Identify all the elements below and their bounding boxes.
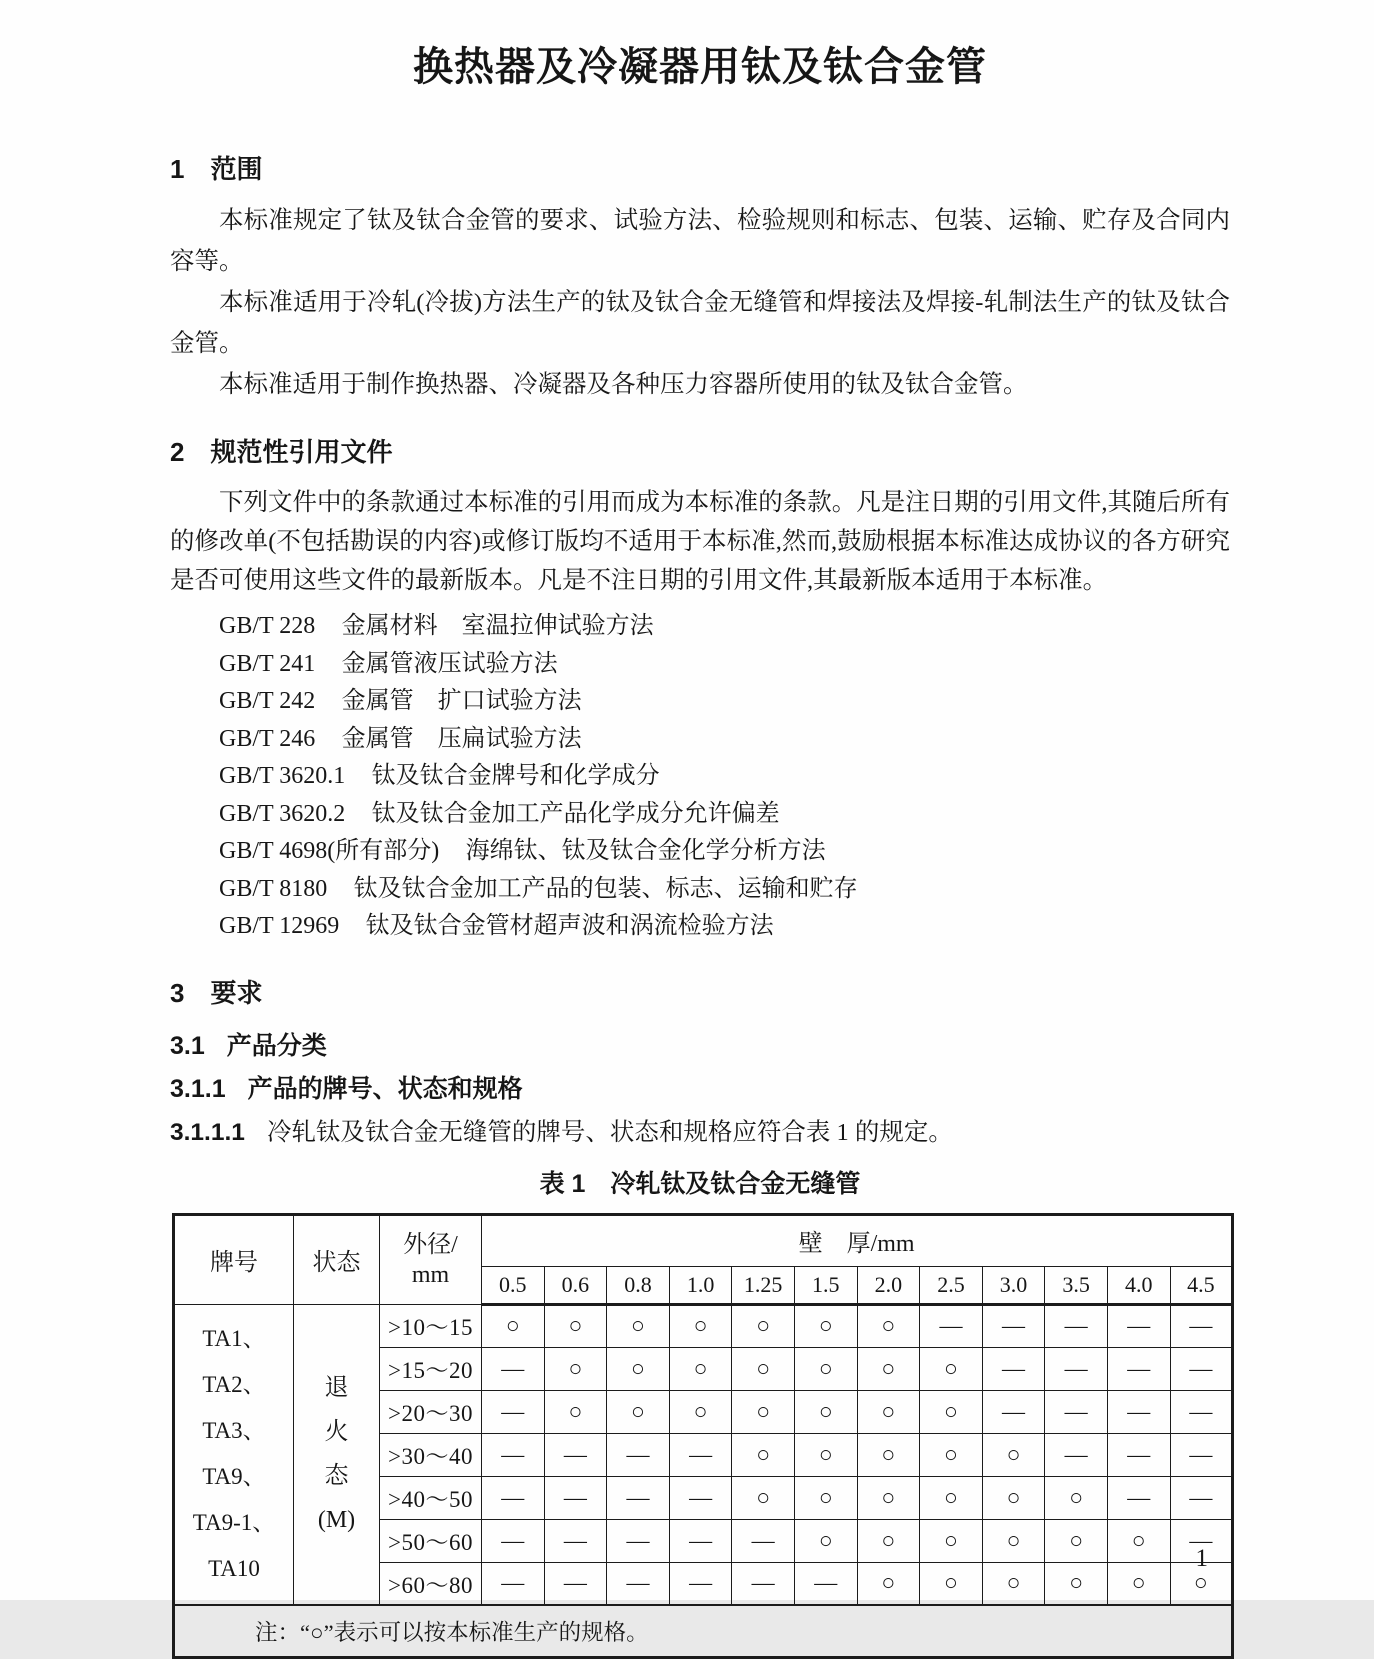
thickness-header: 4.0 xyxy=(1107,1266,1170,1304)
spec-cell: — xyxy=(482,1476,545,1519)
thickness-header: 0.6 xyxy=(544,1266,607,1304)
spec-cell: — xyxy=(732,1519,795,1562)
section-3-1-1-heading xyxy=(170,1073,1230,1106)
clause-3-1-1-1 xyxy=(170,1116,1230,1150)
spec-cell: — xyxy=(607,1433,670,1476)
table-caption: 表 1 冷轧钛及钛合金无缝管 xyxy=(539,1169,861,1198)
spec-cell: ○ xyxy=(794,1390,857,1433)
section-1-body xyxy=(170,200,1230,405)
reference-item xyxy=(219,683,1230,721)
spec-cell: ○ xyxy=(482,1304,545,1347)
reference-item xyxy=(219,758,1230,796)
spec-cell: — xyxy=(482,1433,545,1476)
spec-cell: ○ xyxy=(794,1476,857,1519)
paragraph: 本标准适用于冷轧(冷拔)方法生产的钛及钛合金无缝管和焊接法及焊接-轧制法生产的钛及钛合金管。 xyxy=(170,289,1230,357)
section-title: 产品的牌号、状态和规格 xyxy=(247,1074,523,1103)
page-number: 1 xyxy=(1195,1545,1208,1572)
section-title: 要求 xyxy=(210,977,263,1008)
reference-title: 海绵钛、钛及钛合金化学分析方法 xyxy=(465,838,826,864)
grade-line: TA9-1、 xyxy=(192,1510,276,1536)
spec-cell: ○ xyxy=(607,1304,670,1347)
spec-cell: ○ xyxy=(982,1562,1045,1605)
spec-cell: ○ xyxy=(1107,1519,1170,1562)
spec-cell: — xyxy=(482,1519,545,1562)
paragraph: 本标准规定了钛及钛合金管的要求、试验方法、检验规则和标志、包装、运输、贮存及合同内容等。 xyxy=(170,207,1230,275)
section-3-heading xyxy=(170,976,1230,1010)
thickness-header: 1.25 xyxy=(732,1266,795,1304)
thickness-header: 3.0 xyxy=(982,1266,1045,1304)
od-header-line2: mm xyxy=(411,1261,450,1288)
od-range: >20～30 xyxy=(380,1390,482,1433)
col-header-wall-thickness: 壁 厚/mm xyxy=(482,1214,1233,1266)
thickness-header: 2.5 xyxy=(920,1266,983,1304)
reference-code: GB/T 246 xyxy=(219,725,316,752)
section-3-1-heading xyxy=(170,1030,1230,1063)
reference-code: GB/T 228 xyxy=(219,613,316,639)
paragraph: 下列文件中的条款通过本标准的引用而成为本标准的条款。凡是注日期的引用文件,其随后所有的修改单(不包括勘误的内容)或修订版均不适用于本标准,然而,鼓励根据本标准达成协议的各方研究是否可使用这些文件的最新版本。凡是不注日期的引用文件,其最新版本适用于本标准。 xyxy=(170,489,1230,594)
spec-cell: — xyxy=(1170,1476,1233,1519)
spec-cell: ○ xyxy=(794,1519,857,1562)
spec-cell: ○ xyxy=(794,1433,857,1476)
spec-cell: ○ xyxy=(1045,1562,1108,1605)
spec-cell: ○ xyxy=(1045,1476,1108,1519)
spec-cell: ○ xyxy=(920,1562,983,1605)
spec-cell: ○ xyxy=(1045,1519,1108,1562)
clause-text: 冷轧钛及钛合金无缝管的牌号、状态和规格应符合表 1 的规定。 xyxy=(266,1118,953,1146)
spec-cell: — xyxy=(544,1476,607,1519)
reference-title: 钛及钛合金加工产品的包装、标志、运输和贮存 xyxy=(353,875,858,902)
table-1-cold-rolled-seamless-tubes xyxy=(172,1213,1234,1659)
reference-code: GB/T 242 xyxy=(219,688,316,714)
spec-cell: ○ xyxy=(920,1476,983,1519)
spec-cell: — xyxy=(1107,1304,1170,1347)
spec-cell: ○ xyxy=(982,1476,1045,1519)
spec-cell: — xyxy=(1170,1304,1233,1347)
col-header-outer-diameter xyxy=(380,1214,482,1304)
spec-cell: — xyxy=(1045,1347,1108,1390)
reference-item xyxy=(219,646,1230,684)
grade-line: TA1、TA2、 xyxy=(202,1326,266,1398)
reference-item xyxy=(219,608,1230,646)
section-2-heading xyxy=(170,435,1230,469)
spec-cell: — xyxy=(607,1476,670,1519)
reference-item xyxy=(219,871,1230,909)
reference-item xyxy=(219,721,1230,759)
section-title: 产品分类 xyxy=(226,1031,327,1060)
spec-cell: ○ xyxy=(794,1347,857,1390)
paragraph: 本标准适用于制作换热器、冷凝器及各种压力容器所使用的钛及钛合金管。 xyxy=(219,371,1028,398)
reference-title: 钛及钛合金加工产品化学成分允许偏差 xyxy=(371,800,780,827)
spec-cell: ○ xyxy=(857,1562,920,1605)
spec-cell: ○ xyxy=(1170,1562,1233,1605)
thickness-header: 1.5 xyxy=(794,1266,857,1304)
od-range: >50～60 xyxy=(380,1519,482,1562)
section-number: 3 xyxy=(170,977,185,1008)
spec-cell: — xyxy=(544,1519,607,1562)
reference-title: 金属材料 室温拉伸试验方法 xyxy=(341,613,654,639)
section-1-heading xyxy=(170,152,1230,186)
spec-cell: ○ xyxy=(544,1347,607,1390)
thickness-header: 3.5 xyxy=(1045,1266,1108,1304)
spec-cell: — xyxy=(607,1562,670,1605)
spec-cell: ○ xyxy=(857,1390,920,1433)
thickness-header: 0.8 xyxy=(607,1266,670,1304)
thickness-header: 4.5 xyxy=(1170,1266,1233,1304)
state-line: (M) xyxy=(317,1507,356,1534)
spec-cell: ○ xyxy=(732,1304,795,1347)
spec-cell: — xyxy=(920,1304,983,1347)
od-range: >40～50 xyxy=(380,1476,482,1519)
spec-cell: — xyxy=(1170,1390,1233,1433)
spec-cell: — xyxy=(982,1347,1045,1390)
spec-cell: ○ xyxy=(669,1347,732,1390)
spec-cell: ○ xyxy=(857,1476,920,1519)
spec-cell: ○ xyxy=(544,1304,607,1347)
clause-number: 3.1.1.1 xyxy=(170,1118,245,1146)
spec-cell: — xyxy=(669,1562,732,1605)
spec-cell: — xyxy=(1107,1433,1170,1476)
reference-code: GB/T 3620.1 xyxy=(219,763,346,789)
thickness-header: 1.0 xyxy=(669,1266,732,1304)
state-line: 态 xyxy=(324,1463,349,1490)
spec-cell: ○ xyxy=(857,1433,920,1476)
spec-cell: ○ xyxy=(732,1347,795,1390)
spec-cell: — xyxy=(1107,1390,1170,1433)
spec-cell: ○ xyxy=(982,1519,1045,1562)
section-number: 2 xyxy=(170,437,185,467)
spec-cell: ○ xyxy=(920,1433,983,1476)
spec-cell: — xyxy=(482,1347,545,1390)
thickness-header: 2.0 xyxy=(857,1266,920,1304)
spec-cell: — xyxy=(1045,1304,1108,1347)
spec-cell: — xyxy=(1170,1433,1233,1476)
thickness-header: 0.5 xyxy=(482,1266,545,1304)
state-line: 火 xyxy=(324,1419,349,1446)
col-header-grade: 牌号 xyxy=(174,1214,294,1304)
spec-cell: ○ xyxy=(794,1304,857,1347)
reference-title: 钛及钛合金管材超声波和涡流检验方法 xyxy=(365,913,774,939)
spec-cell: — xyxy=(1107,1347,1170,1390)
spec-cell: — xyxy=(482,1562,545,1605)
spec-cell: — xyxy=(982,1304,1045,1347)
reference-title: 钛及钛合金牌号和化学成分 xyxy=(371,763,660,789)
reference-code: GB/T 8180 xyxy=(219,875,328,902)
spec-cell: — xyxy=(669,1433,732,1476)
spec-cell: ○ xyxy=(669,1390,732,1433)
spec-cell: — xyxy=(669,1519,732,1562)
reference-code: GB/T 4698(所有部分) xyxy=(219,838,440,864)
spec-cell: ○ xyxy=(732,1390,795,1433)
reference-code: GB/T 12969 xyxy=(219,913,340,939)
spec-cell: — xyxy=(1045,1433,1108,1476)
reference-item xyxy=(219,796,1230,834)
od-range: >15～20 xyxy=(380,1347,482,1390)
spec-cell: — xyxy=(1045,1390,1108,1433)
spec-cell: ○ xyxy=(857,1347,920,1390)
spec-cell: ○ xyxy=(732,1476,795,1519)
spec-cell: — xyxy=(732,1562,795,1605)
section-number: 3.1.1 xyxy=(170,1074,226,1103)
grade-cell xyxy=(174,1304,294,1605)
state-cell xyxy=(294,1304,380,1605)
spec-cell: — xyxy=(669,1476,732,1519)
spec-cell: ○ xyxy=(732,1433,795,1476)
grade-line: TA3、TA9、 xyxy=(202,1418,266,1490)
od-range: >10～15 xyxy=(380,1304,482,1347)
reference-code: GB/T 241 xyxy=(219,650,316,677)
spec-cell: — xyxy=(1170,1519,1233,1562)
table-note: 注：“○”表示可以按本标准生产的规格。 xyxy=(174,1605,1233,1657)
spec-cell: ○ xyxy=(607,1347,670,1390)
section-number: 1 xyxy=(170,154,185,184)
spec-cell: ○ xyxy=(920,1347,983,1390)
spec-cell: ○ xyxy=(920,1519,983,1562)
grade-line: TA10 xyxy=(208,1556,260,1582)
spec-cell: ○ xyxy=(1107,1562,1170,1605)
spec-cell: — xyxy=(482,1390,545,1433)
reference-item xyxy=(219,908,1230,946)
references-list xyxy=(219,608,1230,946)
reference-code: GB/T 3620.2 xyxy=(219,800,346,827)
spec-cell: — xyxy=(544,1433,607,1476)
spec-cell: ○ xyxy=(857,1519,920,1562)
section-title: 规范性引用文件 xyxy=(210,437,393,467)
od-header-line1: 外径/ xyxy=(403,1231,458,1258)
spec-cell: ○ xyxy=(607,1390,670,1433)
od-range: >30～40 xyxy=(380,1433,482,1476)
spec-cell: ○ xyxy=(982,1433,1045,1476)
spec-cell: ○ xyxy=(920,1390,983,1433)
state-line: 退 xyxy=(324,1375,349,1402)
spec-cell: — xyxy=(794,1562,857,1605)
reference-title: 金属管 扩口试验方法 xyxy=(341,688,582,714)
spec-cell: — xyxy=(544,1562,607,1605)
od-range: >60～80 xyxy=(380,1562,482,1605)
col-header-state: 状态 xyxy=(294,1214,380,1304)
reference-title: 金属管 压扁试验方法 xyxy=(341,725,582,752)
spec-cell: — xyxy=(1170,1347,1233,1390)
section-title: 范围 xyxy=(210,154,263,184)
page-title: 换热器及冷凝器用钛及钛合金管 xyxy=(413,45,987,89)
spec-cell: ○ xyxy=(857,1304,920,1347)
spec-cell: ○ xyxy=(669,1304,732,1347)
reference-title: 金属管液压试验方法 xyxy=(341,650,558,677)
spec-cell: — xyxy=(982,1390,1045,1433)
spec-cell: ○ xyxy=(544,1390,607,1433)
section-number: 3.1 xyxy=(170,1031,205,1060)
reference-item xyxy=(219,833,1230,871)
spec-cell: — xyxy=(1107,1476,1170,1519)
spec-cell: — xyxy=(607,1519,670,1562)
